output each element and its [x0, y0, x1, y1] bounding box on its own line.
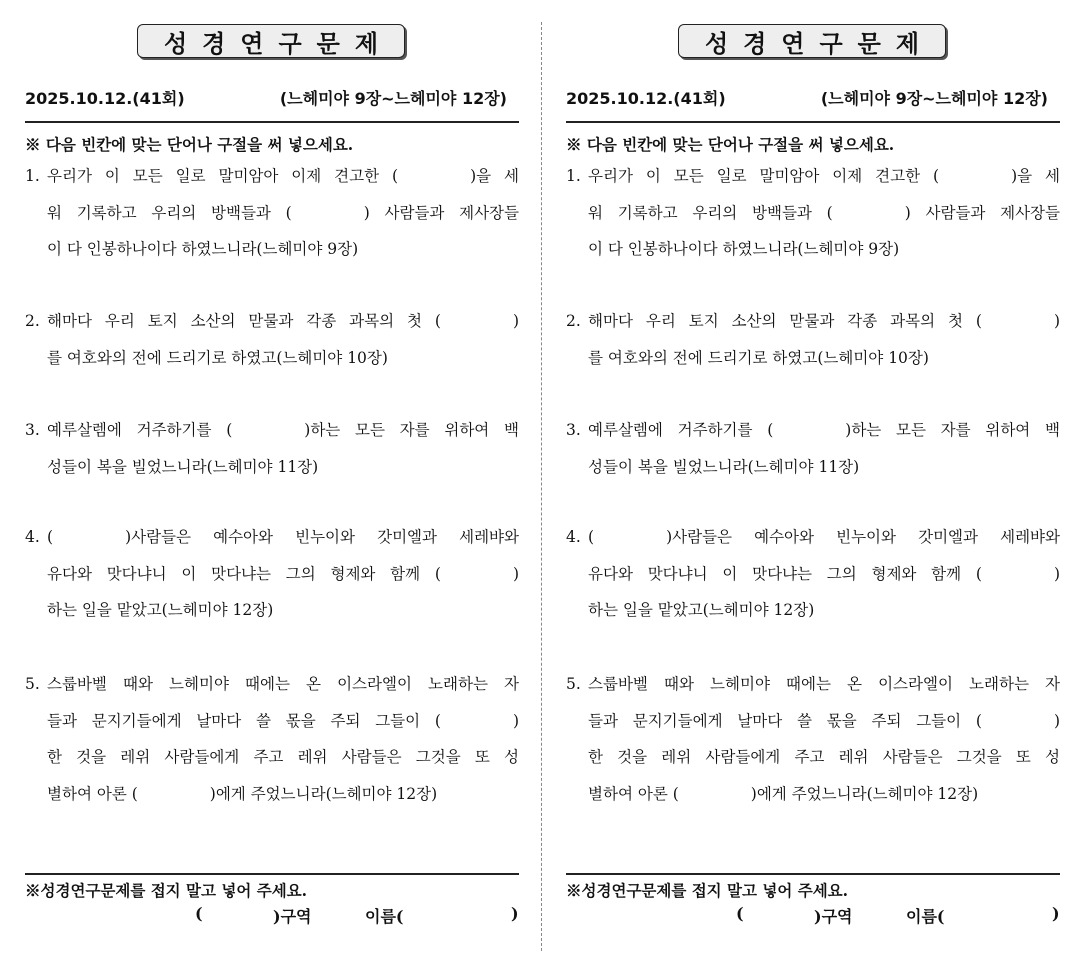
- question-text: 별하여 아론 (: [588, 784, 679, 803]
- name-label: 이름(: [365, 907, 404, 926]
- instruction-text: ※ 다음 빈칸에 맞는 단어나 구절을 써 넣으세요.: [25, 135, 354, 154]
- question-text: 를 여호와의 전에 드리기로 하였고(느헤미야 10장): [588, 348, 929, 367]
- question-text: 우리가 이 모든 일로 말미암아 이제 견고한 (: [588, 167, 940, 185]
- question-text: 한 것을 레위 사람들에게 주고 레위 사람들은 그것을 또 성: [47, 748, 519, 766]
- question-text: )하는 모든 자를 위하여 백: [304, 421, 519, 439]
- question-line: [47, 709, 519, 733]
- question-number: 1.: [566, 167, 581, 185]
- top-divider: [566, 121, 1060, 123]
- instruction-text: ※ 다음 빈칸에 맞는 단어나 구절을 써 넣으세요.: [566, 135, 895, 154]
- district-label: )구역: [273, 907, 312, 926]
- question-text: 예루살렘에 거주하기를 (: [47, 421, 233, 439]
- cut-line-divider: [541, 22, 542, 951]
- question-text: (: [588, 528, 595, 546]
- question-text: 들과 문지기들에게 날마다 쓸 몫을 주되 그들이 (: [47, 711, 441, 730]
- quiz-title: 성경연구문제: [678, 24, 946, 58]
- name-label: 이름(: [906, 907, 945, 926]
- question-text: ): [512, 711, 519, 730]
- question-line: [588, 201, 1060, 225]
- question-line: [588, 525, 1060, 549]
- question-text: )하는 모든 자를 위하여 백: [845, 421, 1060, 439]
- bottom-divider: [566, 873, 1060, 875]
- question-text: 를 여호와의 전에 드리기로 하였고(느헤미야 10장): [47, 348, 388, 367]
- question-text: 하는 일을 맡았고(느헤미야 12장): [47, 601, 274, 619]
- question-text: ): [1053, 564, 1060, 583]
- question-text: 유다와 맛다냐니 이 맛다냐는 그의 형제와 함께 (: [47, 564, 441, 583]
- top-divider: [25, 121, 519, 123]
- question-line: [588, 418, 1060, 442]
- chapter-range: (느헤미야 9장~느헤미야 12장): [820, 89, 1048, 108]
- question-number: 5.: [566, 675, 581, 693]
- question-text: )을 세: [470, 167, 519, 185]
- question-text: (: [47, 528, 54, 546]
- question-line: [47, 346, 519, 370]
- question-text: )에게 주었느니라(느헤미야 12장): [750, 784, 979, 803]
- signature-row: [25, 904, 519, 928]
- question-line: [47, 201, 519, 225]
- question-text: 하는 일을 맡았고(느헤미야 12장): [588, 601, 815, 619]
- question-text: 해마다 우리 토지 소산의 맏물과 각종 과목의 첫 (: [588, 312, 982, 330]
- question-text: 이 다 인봉하나이다 하였느니라(느헤미야 9장): [588, 240, 900, 258]
- question-line: [588, 672, 1060, 696]
- question-text: ) 사람들과 제사장들: [904, 203, 1060, 222]
- question-line: [588, 309, 1060, 333]
- question-line: [47, 237, 519, 261]
- quiz-sheet-right: [566, 0, 1060, 973]
- question-text: 우리가 이 모든 일로 말미암아 이제 견고한 (: [47, 167, 399, 185]
- question-text: 예루살렘에 거주하기를 (: [588, 421, 774, 439]
- question-line: [47, 562, 519, 586]
- name-close-paren: ): [1052, 904, 1060, 923]
- question-text: 유다와 맛다냐니 이 맛다냐는 그의 형제와 함께 (: [588, 564, 982, 583]
- question-line: [47, 672, 519, 696]
- question-number: 2.: [566, 312, 581, 330]
- question-text: 해마다 우리 토지 소산의 맏물과 각종 과목의 첫 (: [47, 312, 441, 330]
- question-text: ): [512, 564, 519, 583]
- question-line: [588, 745, 1060, 769]
- question-text: 들과 문지기들에게 날마다 쓸 몫을 주되 그들이 (: [588, 711, 982, 730]
- question-text: 별하여 아론 (: [47, 784, 138, 803]
- question-line: [588, 562, 1060, 586]
- signature-row: [566, 904, 1060, 928]
- quiz-date: 2025.10.12.(41회): [566, 89, 726, 108]
- question-text: 스룹바벨 때와 느헤미야 때에는 온 이스라엘이 노래하는 자: [47, 675, 519, 693]
- question-number: 4.: [25, 528, 40, 546]
- question-line: [47, 418, 519, 442]
- quiz-sheet-left: [25, 0, 519, 973]
- question-number: 5.: [25, 675, 40, 693]
- name-close-paren: ): [511, 904, 519, 923]
- date-row: [566, 86, 1060, 110]
- question-text: 워 기록하고 우리의 방백들과 (: [588, 203, 833, 222]
- question-text: )사람들은 예수아와 빈누이와 갓미엘과 세레뱌와: [125, 528, 519, 546]
- notice-text: ※성경연구문제를 접지 말고 넣어 주세요.: [566, 881, 849, 900]
- question-text: ): [1053, 711, 1060, 730]
- question-number: 3.: [566, 421, 581, 439]
- district-open-paren: (: [736, 904, 744, 923]
- question-text: ): [512, 312, 519, 330]
- question-line: [47, 745, 519, 769]
- question-line: [588, 782, 1060, 806]
- question-line: [588, 164, 1060, 188]
- question-line: [47, 525, 519, 549]
- date-row: [25, 86, 519, 110]
- quiz-title: 성경연구문제: [137, 24, 405, 58]
- question-text: 스룹바벨 때와 느헤미야 때에는 온 이스라엘이 노래하는 자: [588, 675, 1060, 693]
- question-line: [588, 598, 1060, 622]
- question-number: 2.: [25, 312, 40, 330]
- question-text: 성들이 복을 빌었느니라(느헤미야 11장): [47, 457, 319, 476]
- district-label: )구역: [814, 907, 853, 926]
- question-line: [47, 309, 519, 333]
- question-line: [47, 598, 519, 622]
- question-text: )을 세: [1011, 167, 1060, 185]
- notice-text: ※성경연구문제를 접지 말고 넣어 주세요.: [25, 881, 308, 900]
- question-text: 성들이 복을 빌었느니라(느헤미야 11장): [588, 457, 860, 476]
- question-number: 3.: [25, 421, 40, 439]
- question-text: 이 다 인봉하나이다 하였느니라(느헤미야 9장): [47, 240, 359, 258]
- question-text: 워 기록하고 우리의 방백들과 (: [47, 203, 292, 222]
- question-text: ) 사람들과 제사장들: [363, 203, 519, 222]
- question-text: )사람들은 예수아와 빈누이와 갓미엘과 세레뱌와: [666, 528, 1060, 546]
- district-open-paren: (: [195, 904, 203, 923]
- question-line: [588, 455, 1060, 479]
- question-line: [47, 455, 519, 479]
- question-line: [47, 782, 519, 806]
- chapter-range: (느헤미야 9장~느헤미야 12장): [279, 89, 507, 108]
- question-text: )에게 주었느니라(느헤미야 12장): [209, 784, 438, 803]
- question-text: 한 것을 레위 사람들에게 주고 레위 사람들은 그것을 또 성: [588, 748, 1060, 766]
- question-number: 1.: [25, 167, 40, 185]
- question-line: [588, 346, 1060, 370]
- question-number: 4.: [566, 528, 581, 546]
- question-line: [588, 709, 1060, 733]
- quiz-date: 2025.10.12.(41회): [25, 89, 185, 108]
- question-line: [588, 237, 1060, 261]
- question-text: ): [1053, 312, 1060, 330]
- bottom-divider: [25, 873, 519, 875]
- question-line: [47, 164, 519, 188]
